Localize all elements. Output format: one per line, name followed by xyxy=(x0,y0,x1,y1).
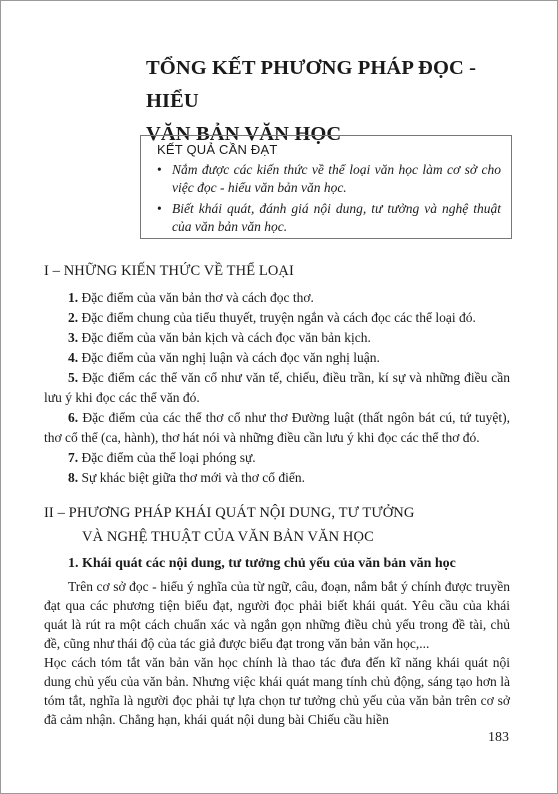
list-item: 5. Đặc điểm các thể văn cổ như văn tế, chiếu, điều trần, kí sự và những điều cần lưu ý khi đọc các thể văn đó. xyxy=(44,370,511,405)
list-item: 4. Đặc điểm của văn nghị luận và cách đọc văn nghị luận. xyxy=(68,350,380,365)
bullet-icon: • xyxy=(157,201,162,216)
goals-heading: KẾT QUẢ CẦN ĐẠT xyxy=(157,142,278,157)
goal-item: • Biết khái quát, đánh giá nội dung, tư tưởng và nghệ thuật của văn bản văn học. xyxy=(157,201,501,234)
section-2-heading-line-2: VÀ NGHỆ THUẬT CỦA VĂN BẢN VĂN HỌC xyxy=(82,529,374,545)
paragraph: Trên cơ sở đọc - hiểu ý nghĩa của từ ngữ, câu, đoạn, nắm bắt ý chính được truyền đạt qua các phương tiện biểu đạt, người đọc phải biết khái quát. Yêu cầu của khái quát là rút ra một cách chuẩn xác và ngắn gọn những điều chủ yếu trong đề tài, chủ đề, cũng như thái độ của tác giả được biểu đạt trong văn bản văn học,... xyxy=(44,579,510,651)
list-item: 6. Đặc điểm của các thể thơ cổ như thơ Đường luật (thất ngôn bát cú, tứ tuyệt), thơ cổ thể (ca, hành), thơ hát nói và những điều cần lưu ý khi đọc các thể thơ đó. xyxy=(44,410,511,445)
bullet-icon: • xyxy=(157,162,162,177)
title-line-1: TỔNG KẾT PHƯƠNG PHÁP ĐỌC - HIỂU xyxy=(146,57,477,112)
page-number: 183 xyxy=(488,730,509,745)
list-item: 7. Đặc điểm của thể loại phóng sự. xyxy=(68,450,256,465)
section-2-heading-line-1: II – PHƯƠNG PHÁP KHÁI QUÁT NỘI DUNG, TƯ TƯỞNG xyxy=(44,505,415,521)
paragraph: Học cách tóm tắt văn bản văn học chính là thao tác đưa đến kĩ năng khái quát nội dung chủ yếu của văn bản. Nhưng việc khái quát mang tính chủ động, sáng tạo hơn là tóm tắt, nghĩa là người đọc phải tự lựa chọn tư tưởng chủ yếu của văn bản trên cơ sở đã cảm nhận. Chẳng hạn, khái quát nội dung bài Chiếu cầu hiền xyxy=(44,655,510,727)
learning-goals-box xyxy=(140,135,512,239)
list-item: 1. Đặc điểm của văn bản thơ và cách đọc thơ. xyxy=(68,290,314,305)
list-item: 3. Đặc điểm của văn bản kịch và cách đọc văn bản kịch. xyxy=(68,330,371,345)
goal-item: • Nắm được các kiến thức về thể loại văn học làm cơ sở cho việc đọc - hiểu văn bản văn học. xyxy=(157,162,501,195)
title-line-2: VĂN BẢN VĂN HỌC xyxy=(146,123,342,145)
list-item: 8. Sự khác biệt giữa thơ mới và thơ cổ điển. xyxy=(68,470,306,485)
section-1-heading: I – NHỮNG KIẾN THỨC VỀ THỂ LOẠI xyxy=(44,263,294,279)
subsection-heading: 1. Khái quát các nội dung, tư tưởng chủ yếu của văn bản văn học xyxy=(68,556,456,571)
list-item: 2. Đặc điểm chung của tiểu thuyết, truyện ngắn và cách đọc các thể loại đó. xyxy=(68,310,476,325)
